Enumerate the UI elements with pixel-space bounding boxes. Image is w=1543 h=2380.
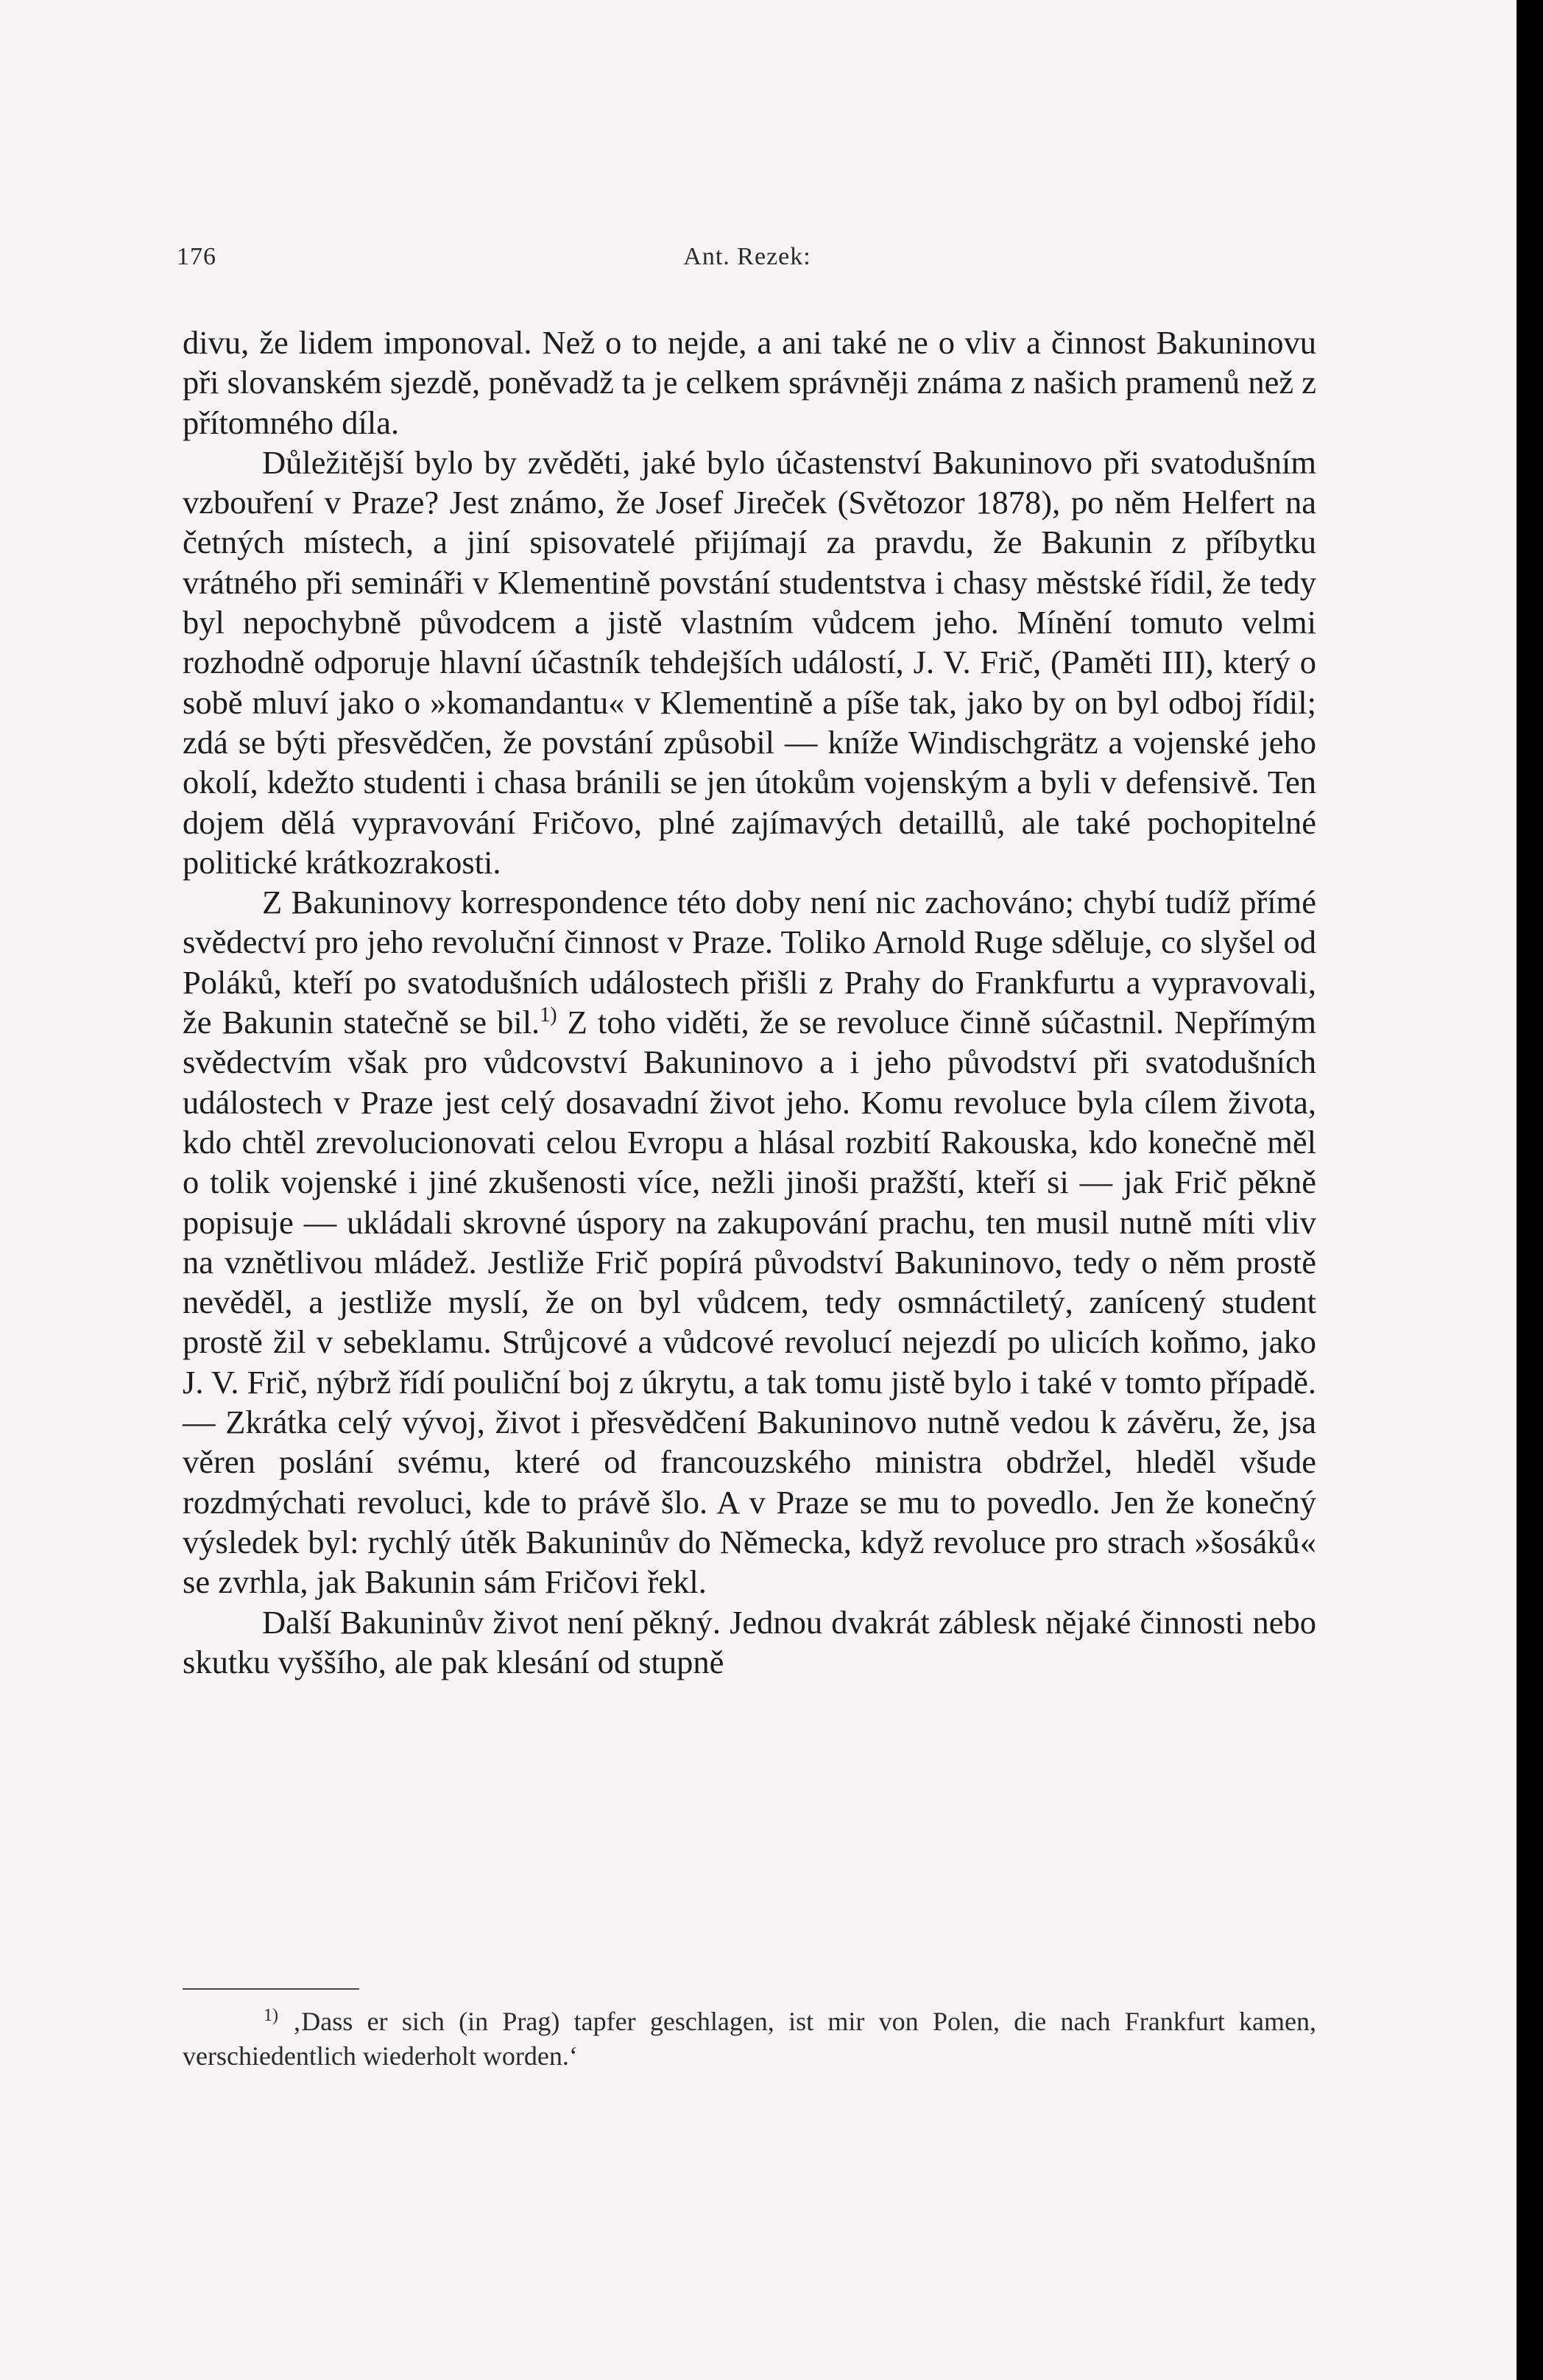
footnote-reference: 1) xyxy=(540,1004,557,1027)
footnote xyxy=(183,2004,1316,2074)
paragraph-3-text-end: Z toho viděti, že se revoluce činně súčastnil. Nepřímým svědectvím však pro vůdcovství Bakuninovo a i jeho původství při svatodušních událostech v Praze jest celý dosavadní život jeho. Komu revoluce byla cílem života, kdo chtěl zrevolucionovati celou Evropu a hlásal rozbití Rakouska, kdo konečně měl o tolik vojenské i jiné zkušenosti více, nežli jinoši pražští, kteří si — jak Frič pěkně popisuje — ukládali skrovné úspory na zakupování prachu, ten musil nutně míti vliv na vznětlivou mládež. Jestliže Frič popírá původství Bakuninovo, tedy o něm prostě nevěděl, a jestliže myslí, že on byl vůdcem, tedy osmnáctiletý, zanícený student prostě žil v sebeklamu. Strůjcové a vůdcové revolucí nejezdí po ulicích koňmo, jako J. V. Frič, nýbrž řídí pouliční boj z úkrytu, a tak tomu jistě bylo i také v tomto případě. — Zkrátka celý vývoj, život i přesvědčení Bakuninovo nutně vedou k závěru, že, jsa věren poslání svému, které od francouzského ministra obdržel, hleděl všude rozdmýchati revoluci, kde to právě šlo. A v Praze se mu to povedlo. Jen že konečný výsledek byl: rychlý útěk Bakuninův do Německa, když revoluce pro strach »šosáků« se zvrhla, jak Bakunin sám Fričovi řekl. xyxy=(183,1004,1316,1601)
paragraph-2-text: Důležitější bylo by zvěděti, jaké bylo účastenství Bakuninovo při svatodušním vzbouření v Praze? Jest známo, že Josef Jireček (Světozor 1878), po něm Helfert na četných místech, a jiní spisovatelé přijímají za pravdu, že Bakunin z příbytku vrátného při semináři v Klementině povstání studentstva i chasy městské řídil, že tedy byl nepochybně původcem a jistě vlastním vůdcem jeho. Mínění tomuto velmi rozhodně odporuje hlavní účastník tehdejších událostí, J. V. Frič, (Paměti III), který o sobě mluví jako o »komandantu« v Klementině a píše tak, jako by on byl odboj řídil; zdá se býti přesvědčen, že povstání způsobil — kníže Windischgrätz a vojenské jeho okolí, kdežto studenti i chasa bránili se jen útokům vojenským a byli v defensivě. Ten dojem dělá vypravování Fričovo, plné zajímavých detaillů, ale také pochopitelné politické krátkozrakosti. xyxy=(183,443,1316,881)
footnote-divider xyxy=(183,1988,359,1990)
paragraph-4-text: Další Bakuninův život není pěkný. Jednou dvakrát záblesk nějaké činnosti nebo skutku vyššího, ale pak klesání od stupně xyxy=(183,1603,1316,1680)
page-header xyxy=(177,243,1318,287)
running-title: Ant. Rezek: xyxy=(683,243,811,270)
scan-edge xyxy=(1516,0,1543,2380)
paragraph-1-text: divu, že lidem imponoval. Než o to nejde, a ani také ne o vliv a činnost Bakuninovu při slovanském sjezdě, poněvadž ta je celkem správněji známa z našich pramenů než z přítomného díla. xyxy=(183,324,1316,441)
paragraph-4 xyxy=(183,1602,1316,1683)
footnote-text: ‚Dass er sich (in Prag) tapfer geschlagen, ist mir von Polen, die nach Frankfurt kamen, verschiedentlich wiederholt worden.‘ xyxy=(183,2007,1316,2071)
paragraph-3-text-start: Z Bakuninovy korrespondence této doby není nic zachováno; chybí tudíž přímé svědectví pro jeho revoluční činnost v Praze. Toliko Arnold Ruge sděluje, co slyšel od Poláků, kteří po svatodušních událostech přišli z Prahy do Frankfurtu a vypravovali, že Bakunin statečně se bil. xyxy=(183,884,1316,1041)
paragraph-3 xyxy=(183,882,1316,1602)
body-text xyxy=(183,323,1316,1682)
paragraph-2 xyxy=(183,443,1316,882)
page-number: 176 xyxy=(177,243,216,270)
paragraph-1 xyxy=(183,323,1316,443)
footnote-mark: 1) xyxy=(264,2006,278,2025)
